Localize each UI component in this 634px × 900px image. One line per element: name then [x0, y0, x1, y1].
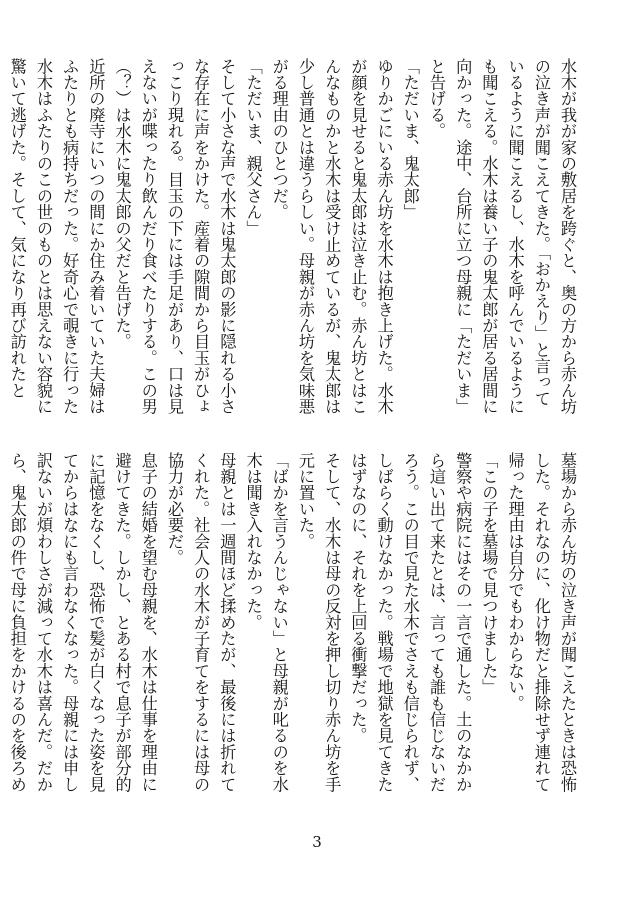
- paragraph: 近所の廃寺にいつの間にか住み着いていた夫婦はふたりとも病持ちだった。好奇心で覗きに行った水木はふたりのこの世のものとは思えない容貌に驚いて逃げた。そして、気になり再び訪れたと: [7, 58, 106, 415]
- paragraph: そして小さな声で水木は鬼太郎の影に隠れる小さな存在に声をかけた。産着の隙間から目玉がひょっこり現れる。目玉の下には手足があり、口は見えないが喋ったり飲んだり食べたりする。この男（？）は水木に鬼太郎の父だと告げた。: [112, 58, 237, 415]
- paragraph: そして、水木は母の反対を押し切り赤ん坊を手元に置いた。: [295, 452, 342, 793]
- paragraph: 息子の結婚を望む母親を、水木は仕事を理由に避けてきた。しかし、とある村で息子が部分的に記憶をなくし、恐怖で髪が白くなった姿を見てからはなにも言わなくなった。母親には申し訳ないが煩わしさが減って水木は喜んだ。だから、鬼太郎の件で母に負担をかけるのを後ろめ: [7, 452, 158, 793]
- dialogue-line: 「この子を墓場で見つけました」: [479, 452, 499, 695]
- paragraph: 警察や病院にはその一言で通した。土のなかから這い出て来たとは、言っても誰も信じないだろう。この目で見た水木でさえも信じられず、しばらく動けなかった。戦場で地獄を見てきたはずなのに、それを上回る衝撃だった。: [348, 452, 473, 793]
- paragraph: 「ばかを言うんじゃない」と母親が叱るのを水木は聞き入れなかった。: [243, 452, 289, 793]
- top-text-tier: [7, 58, 580, 418]
- bottom-text-tier: [7, 452, 580, 807]
- paragraph: 水木が我が家の敷居を跨ぐと、奥の方から赤ん坊の泣き声が聞こえてきた。「おかえり」と言っているように聞こえるし、水木を呼んでいるようにも聞こえる。水木は養い子の鬼太郎が居る居間に向かった。途中、台所に立つ母親に「ただいま」と告げる。: [426, 58, 577, 415]
- paragraph: ゆりかごにいる赤ん坊を水木は抱き上げた。水木が顔を見せると鬼太郎は泣き止む。赤ん坊とはこんなものかと水木は受け止めているが、鬼太郎は少し普通とは違うらしい。母親が赤ん坊を気味悪がる理由のひとつだ。: [269, 58, 394, 415]
- dialogue-line: 「ただいま、鬼太郎」: [400, 58, 420, 220]
- top-text-block: [7, 58, 580, 418]
- bottom-text-block: [7, 452, 580, 807]
- paragraph: 墓場から赤ん坊の泣き声が聞こえたときは恐怖した。それなのに、化け物だと排除せず連れて帰った理由は自分でもわからない。: [505, 452, 577, 793]
- page-number: 3: [312, 833, 322, 851]
- paragraph: 母親とは一週間ほど揉めたが、最後には折れてくれた。社会人の水木が子育てをするには母の協力が必要だ。: [164, 452, 237, 793]
- dialogue-line: 「ただいま、親父さん」: [243, 58, 263, 237]
